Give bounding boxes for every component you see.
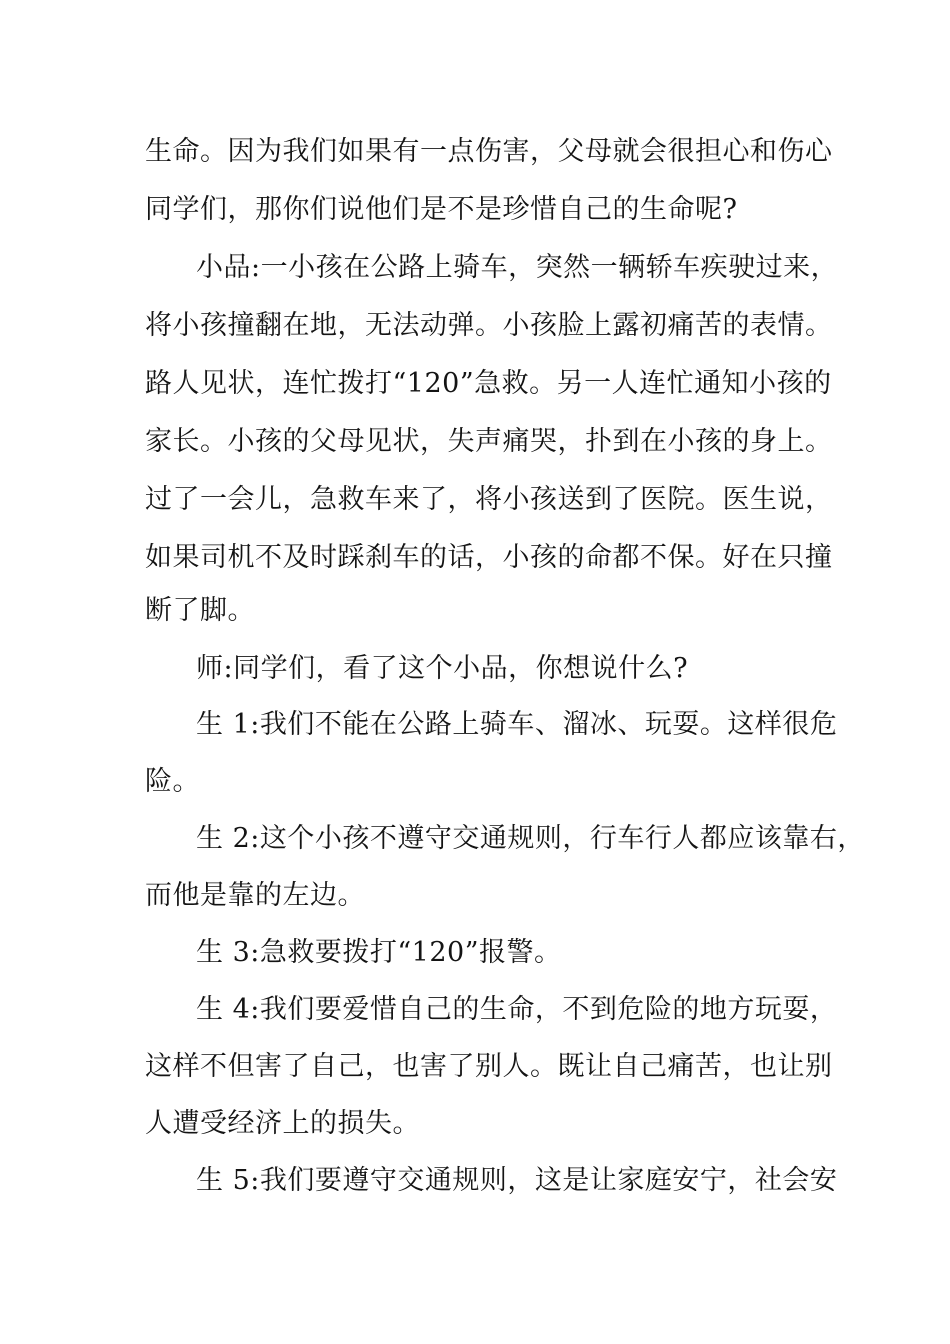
text-line: 人遭受经济上的损失。 bbox=[145, 1108, 420, 1139]
paragraph-first-line: 小品:一小孩在公路上骑车，突然一辆轿车疾驶过来， bbox=[196, 252, 839, 283]
text-line: 而他是靠的左边。 bbox=[145, 880, 365, 911]
text-line: 过了一会儿，急救车来了，将小孩送到了医院。医生说， bbox=[145, 484, 833, 515]
text-line: 如果司机不及时踩刹车的话，小孩的命都不保。好在只撞 bbox=[145, 542, 833, 573]
text-line: 断了脚。 bbox=[145, 595, 255, 626]
text-line: 路人见状，连忙拨打“120”急救。另一人连忙通知小孩的 bbox=[145, 368, 832, 399]
text-line: 同学们，那你们说他们是不是珍惜自己的生命呢? bbox=[145, 194, 738, 225]
paragraph-first-line: 生 1:我们不能在公路上骑车、溜冰、玩耍。这样很危 bbox=[196, 709, 838, 740]
text-line: 将小孩撞翻在地，无法动弹。小孩脸上露初痛苦的表情。 bbox=[145, 310, 833, 341]
paragraph-first-line: 生 5:我们要遵守交通规则，这是让家庭安宁，社会安 bbox=[196, 1165, 838, 1196]
paragraph-first-line: 师:同学们，看了这个小品，你想说什么? bbox=[196, 653, 689, 684]
text-line: 这样不但害了自己，也害了别人。既让自己痛苦，也让别 bbox=[145, 1051, 833, 1082]
paragraph-first-line: 生 3:急救要拨打“120”报警。 bbox=[196, 937, 562, 968]
text-line: 生命。因为我们如果有一点伤害，父母就会很担心和伤心 bbox=[145, 136, 833, 167]
text-line: 险。 bbox=[145, 766, 200, 797]
text-line: 家长。小孩的父母见状，失声痛哭，扑到在小孩的身上。 bbox=[145, 426, 833, 457]
paragraph-first-line: 生 4:我们要爱惜自己的生命，不到危险的地方玩耍， bbox=[196, 994, 838, 1025]
paragraph-first-line: 生 2:这个小孩不遵守交通规则，行车行人都应该靠右， bbox=[196, 823, 865, 854]
